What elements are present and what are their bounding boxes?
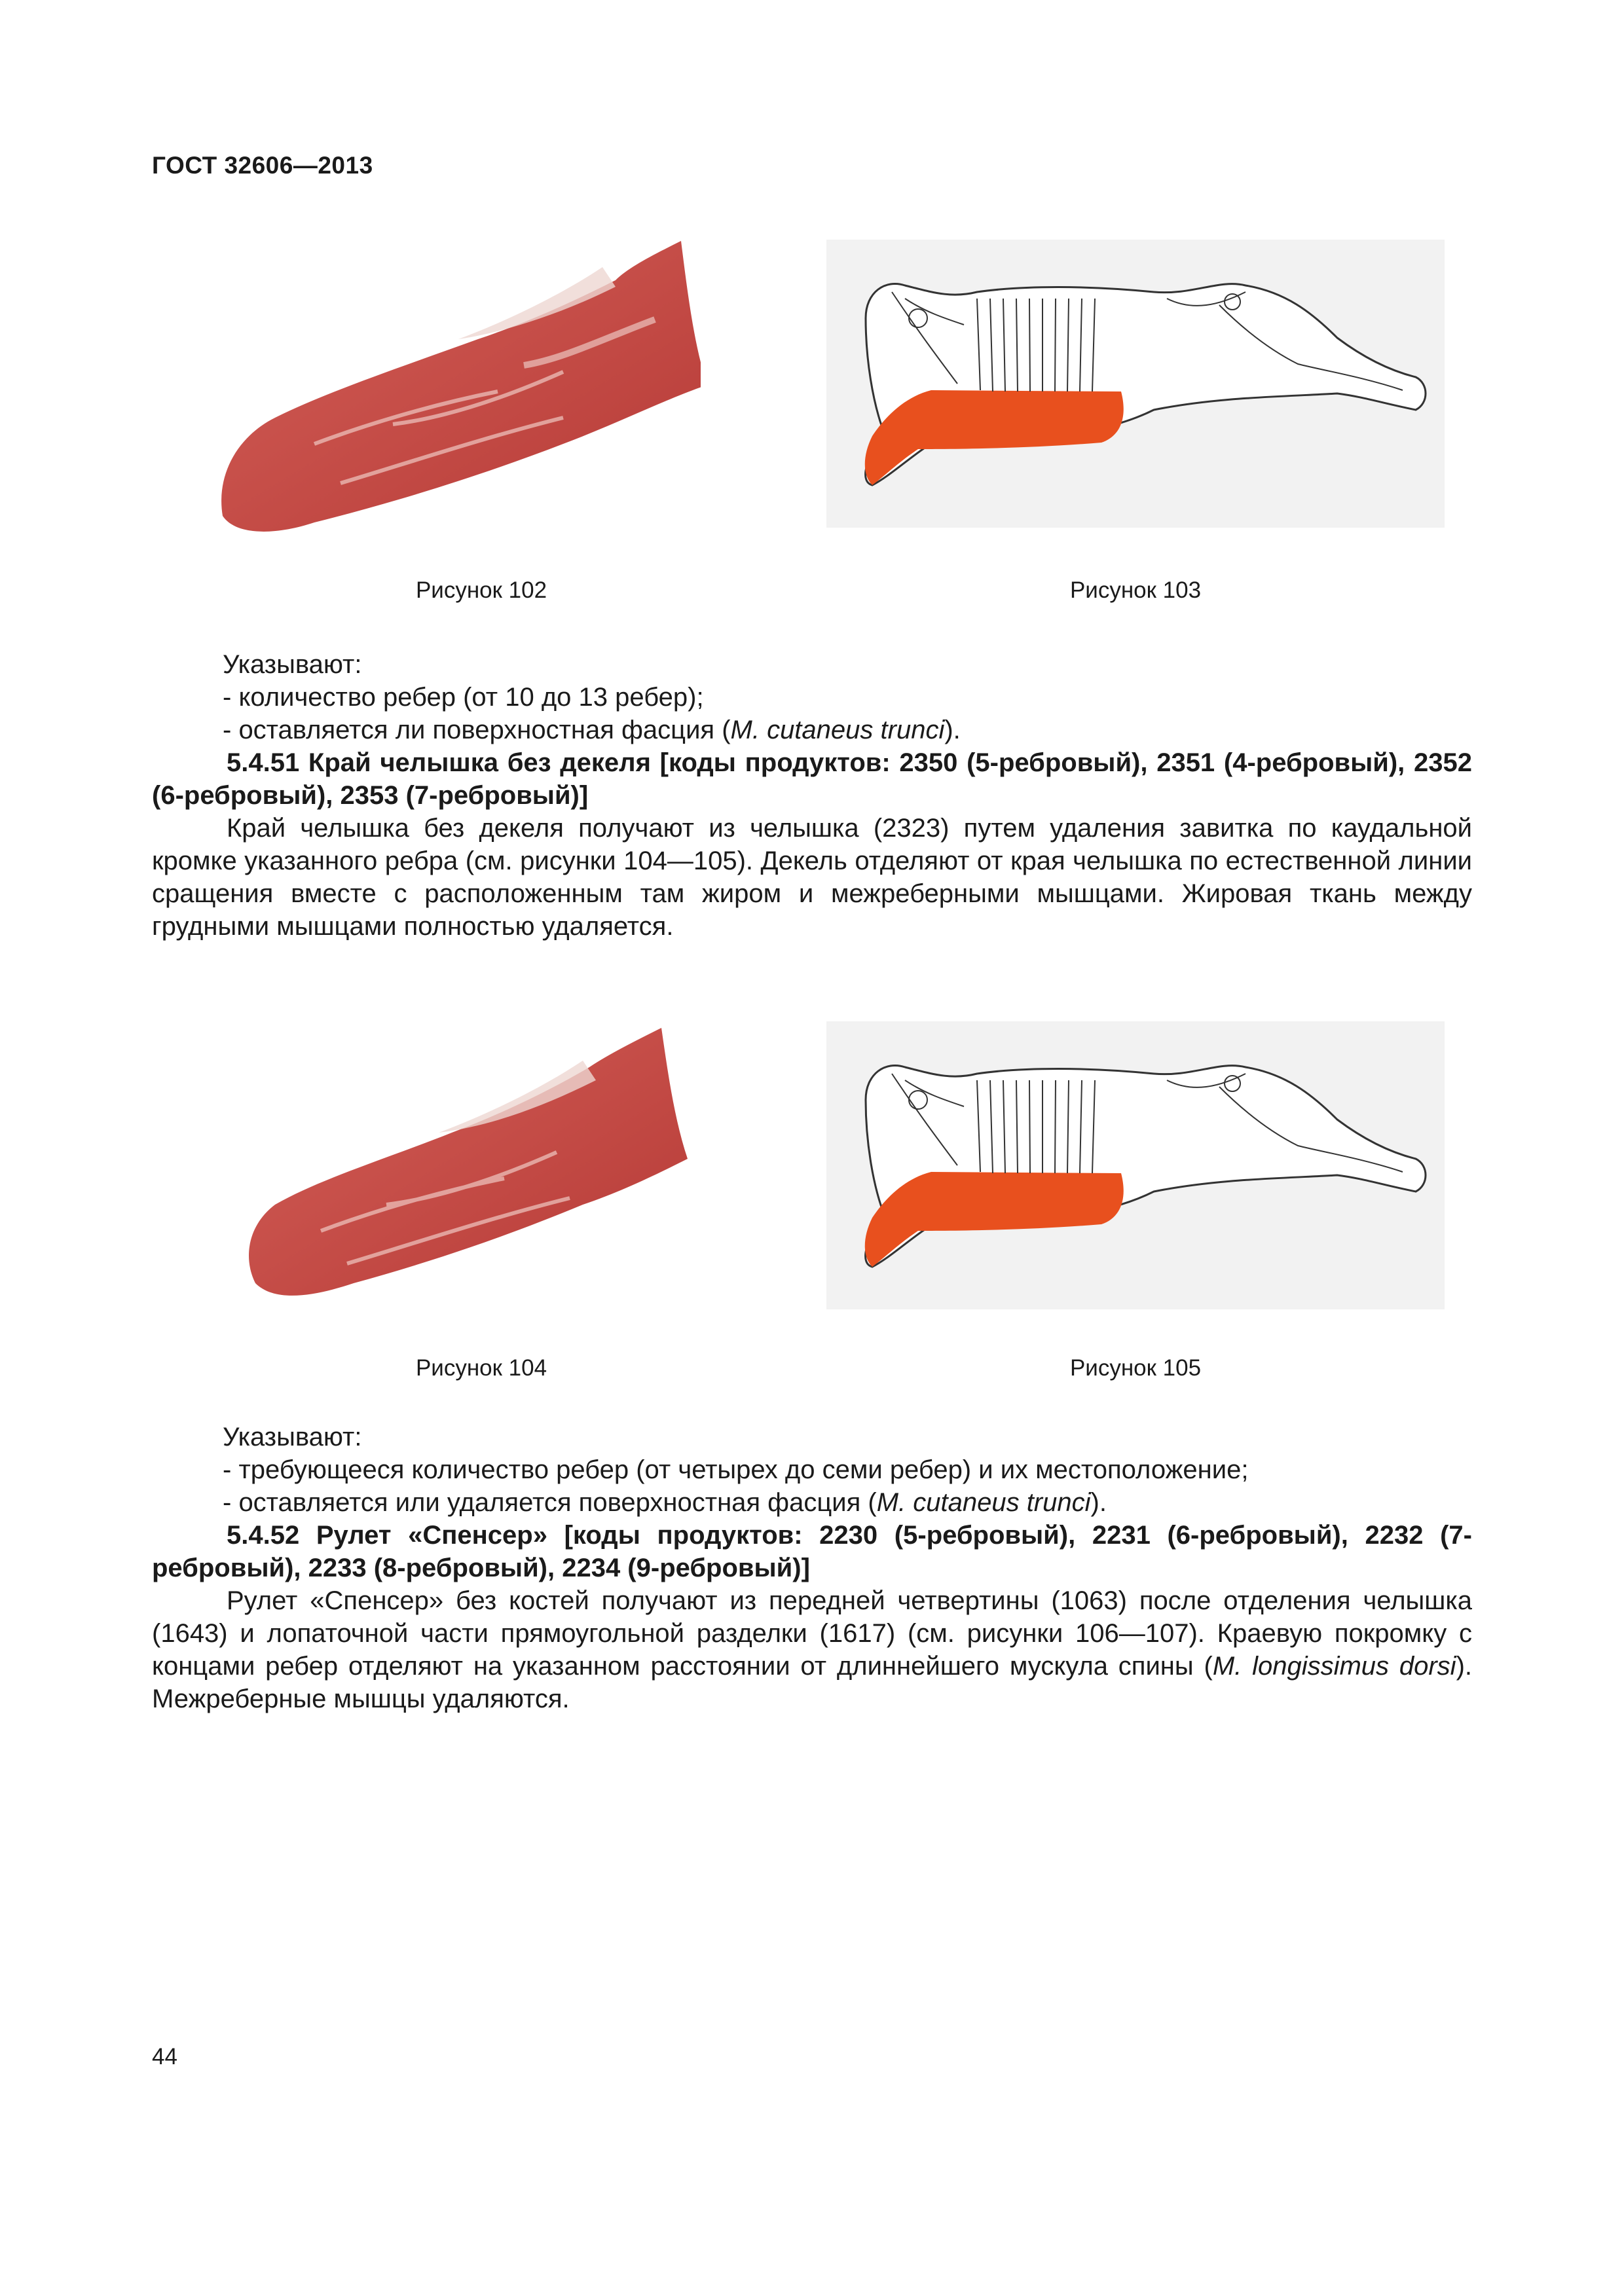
carcass-diagram-icon	[826, 240, 1445, 528]
section-body-5-4-51: Край челышка без декеля получают из челышка (2323) путем удаления завитка по каудальной кромке указанного ребра (см. рисунки 104—105). Декель отделяют от края челышка по естественной линии сращения вместе с расположенным там жиром и межреберными мышцами. Жировая ткань между грудными мышцами полностью удаляется.	[152, 814, 1472, 941]
figure-103-carcass-diagram	[826, 240, 1445, 528]
brisket-highlight	[865, 1172, 1124, 1267]
section-body-5-4-52: Рулет «Спенсер» без костей получают из передней четвертины (1063) после отделения челышка (1643) и лопаточной части прямоугольной разделки (1617) (см. рисунки 106—107). Краевую покромку с концами ребер отделяют на указанном расстоянии от длиннейшего мускула спины (M. longissimus dorsi). Межреберные мышцы удаляются.	[152, 1586, 1473, 1713]
list-item: - оставляется ли поверхностная фасция (M. cutaneus trunci).	[223, 716, 961, 744]
text-block-2	[152, 1421, 1472, 1715]
section-heading-5-4-52: 5.4.52 Рулет «Спенсер» [коды продуктов: 2230 (5-ребровый), 2231 (6-ребровый), 2232 (7-ребровый), 2233 (8-ребровый), 2234 (9-ребровый)]	[152, 1521, 1472, 1582]
figure-caption-103: Рисунок 103	[1069, 577, 1202, 603]
list-item: - требующееся количество ребер (от четырех до семи ребер) и их местоположение;	[223, 1455, 1249, 1484]
text-block-1	[152, 648, 1472, 943]
figure-caption-102: Рисунок 102	[415, 577, 547, 603]
list-item: - количество ребер (от 10 до 13 ребер);	[223, 683, 704, 712]
brisket-highlight	[865, 390, 1124, 485]
list-item: - оставляется или удаляется поверхностная фасция (M. cutaneus trunci).	[223, 1488, 1107, 1517]
figure-104-meat-photo	[216, 1008, 720, 1336]
meat-cut-icon	[216, 1008, 720, 1336]
section-heading-5-4-51: 5.4.51 Край челышка без декеля [коды продуктов: 2350 (5-ребровый), 2351 (4-ребровый), 2352 (6-ребровый), 2353 (7-ребровый)]	[152, 748, 1472, 810]
meat-cut-icon	[196, 228, 701, 555]
figure-caption-104: Рисунок 104	[415, 1355, 547, 1381]
figure-102-meat-photo	[196, 228, 701, 555]
figure-caption-105: Рисунок 105	[1069, 1355, 1202, 1381]
document-header: ГОСТ 32606—2013	[152, 152, 373, 179]
page-number: 44	[152, 2044, 177, 2069]
figure-105-carcass-diagram	[826, 1021, 1445, 1309]
list-intro: Указывают:	[223, 1423, 362, 1451]
carcass-diagram-icon	[826, 1021, 1445, 1309]
list-intro: Указывают:	[223, 650, 362, 679]
